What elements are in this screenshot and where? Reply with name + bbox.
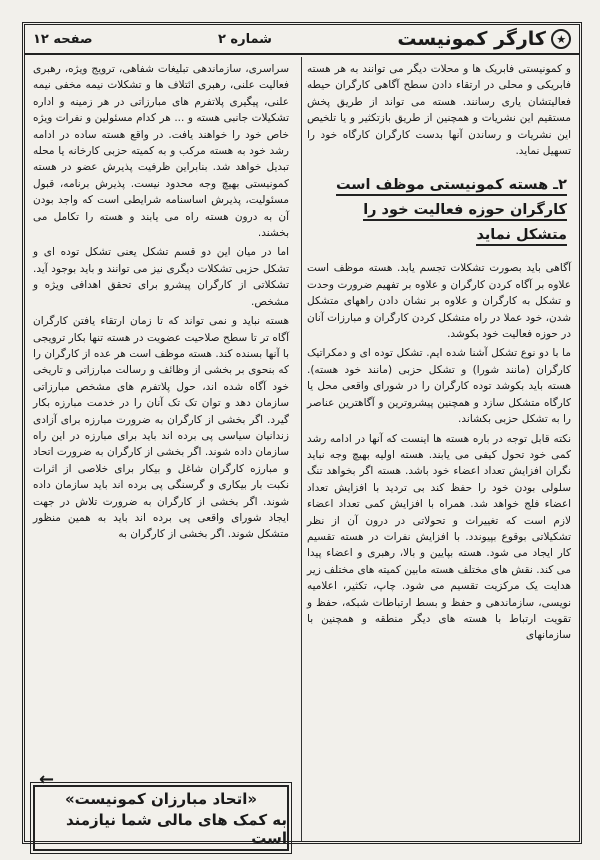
masthead-title: کارگر کمونیست [397, 28, 546, 50]
paragraph: نکته قابل توجه در باره هسته ها اینست که آنها در ادامه رشد کمی خود تحول کیفی می یابند. هسته اولیه بهیچ وجه نباید نگران افزایش تعداد اعضاء خود باشد. هسته اگر بخواهد تنگ سلولی بودن خود را حفظ کند بی تردید با افزایش تعداد اعضاء فلج خواهد شد. همراه با افزایش کمی تعداد اعضاء لازم است که تغییرات و تحولاتی در درون آن از نظر تشکیلاتی بوقوع بپیوندد. با افزایش نفرات در هسته تقسیم کار ایجاد می شود. هسته بپایین و بالا، رهبری و اعضاء پیدا می کند. نقش های مختلف هسته مابین کمیته های مختلف زیر هدایت یک مرکزیت تقسیم می شود. چاپ، تکثیر، اعلامیه نویسی، سازماندهی و حفظ و بسط ارتباطات شبکه، حفظ و تقویت ارتباط با هسته های دیگر منطقه و همچنین با سازمانهای [307, 432, 571, 642]
paragraph: آگاهی باید بصورت تشکلات تجسم یابد. هسته موظف است علاوه بر آگاه کردن کارگران و علاوه بر تفهیم ضرورت وحدت و تشکل به کارگران و علاوه بر نشان دادن راههای متشکل شدن، خود عملا در راه متشکل کردن کارگران و مبارزات آنان در حوزه فعالیت خود بکوشد. [307, 262, 571, 341]
page-number: صفحه ۱۲ [33, 31, 93, 47]
left-column [25, 57, 297, 841]
slogan-line-2: به کمک های مالی شما نیازمند است [65, 810, 287, 847]
page-header [25, 25, 579, 55]
section-heading-text: ۲ـ هسته کمونیستی موظف است کارگران حوزه فعالیت خود را متشکل نماید [336, 177, 567, 246]
continued-arrow-icon: ← [39, 769, 55, 790]
article-columns [25, 57, 579, 847]
page-frame [22, 22, 582, 847]
fundraising-slogan-box [33, 785, 289, 851]
section-heading [311, 173, 567, 248]
paragraph: سراسری، سازماندهی تبلیغات شفاهی، ترویج ویژه، رهبری فعالیت علنی، رهبری ائتلاف ها و تشکلات نیمه مخفی نیمه علنی، پیگیری پلاتفرم های مبارزاتی در هر زمینه و اداره تشکیلات جانبی هسته و ... هر کدام مسئولین و نفرات ویژه خاص خود را خواهند یافت. در واقع هسته ساده در ادامه رشد خود به هسته مرکب و به کمیته حزبی کارخانه یا محله تبدیل خواهد شد. بنابراین ظرفیت پذیرش عضو در هسته کمونیستی بهیچ وجه محدود نیست. پذیرش برنامه، قبول مسئولیت، پذیرش اساسنامه شرایطی است که واجد بودن آن به درون هسته راه می یابند و هسته را تکامل می بخشند. [33, 63, 289, 240]
paragraph: اما در میان این دو قسم تشکل یعنی تشکل توده ای و تشکل حزبی تشکلات دیگری نیز می توانند و باید بوجود آید. تشکلاتی از کارگران پیشرو برای تحقق اهدافی ویژه و مشخص. [33, 246, 289, 308]
paragraph: ما با دو نوع تشکل آشنا شده ایم. تشکل توده ای و دمکراتیک کارگران (مانند شورا) و تشکل حزبی (مانند خود هسته). هسته باید بکوشد توده کارگران را در شورای واقعی محل یا کارگاه متشکل سازد و همچنین پیشروترین و آگاهترین عناصر را به تشکل حزبی بکشاند. [307, 347, 571, 426]
masthead [397, 28, 571, 50]
star-logo-icon: ★ [551, 29, 571, 49]
paragraph: هسته نباید و نمی تواند که تا زمان ارتقاء یافتن کارگران آگاه تر تا سطح صلاحیت عضویت در هسته تنها بکار ترویجی با آنها بسنده کند. هسته موظف است هر عده از کارگران را که بنحوی بر بخشی از وظائف و رسالت مبارزاتی و تاریخی خود آگاه شده اند، حول پلاتفرم های مشخص مبارزاتی سازمان دهد و توان تک تک آنان را در خدمت مبارزه بکار گیرد. اگر بخشی از کارگران به ضرورت مبارزه برای آزادی زندانیان سیاسی پی برده اند باید برای مبارزه در این راه سازمان داده شوند. اگر بخشی از کارگران به ضرورت اتحاد و مبارزه کارگران شاغل و بیکار برای خلاصی از اثرات نکبت بار بیکاری و گرسنگی پی برده اند باید سازمان داده شوند. اگر بخشی از کارگران به ضرورت تلاش در جهت ایجاد شورای واقعی پی برده اند باید به همین منظور متشکل شوند. اگر بخشی از کارگران به [33, 315, 289, 541]
column-divider [301, 57, 302, 841]
intro-paragraph: و کمونیستی فابریک ها و محلات دیگر می توانند به هر هسته فابریکی و محلی در ارتقاء دادن سطح آگاهی کارگران حیطه فعالیتشان یاری رسانند. هسته می تواند از طریق پخش مستقیم این نشریات و همچنین از طریق بازتکثیر و یا تلخیص این نشریات و رساندن آنها بدست کارگران کارگاه خود را تسهیل نماید. [307, 63, 571, 158]
issue-number: شماره ۲ [217, 31, 272, 47]
slogan-line-1: «اتحاد مبارزان کمونیست» [64, 789, 258, 808]
right-column [299, 57, 579, 841]
